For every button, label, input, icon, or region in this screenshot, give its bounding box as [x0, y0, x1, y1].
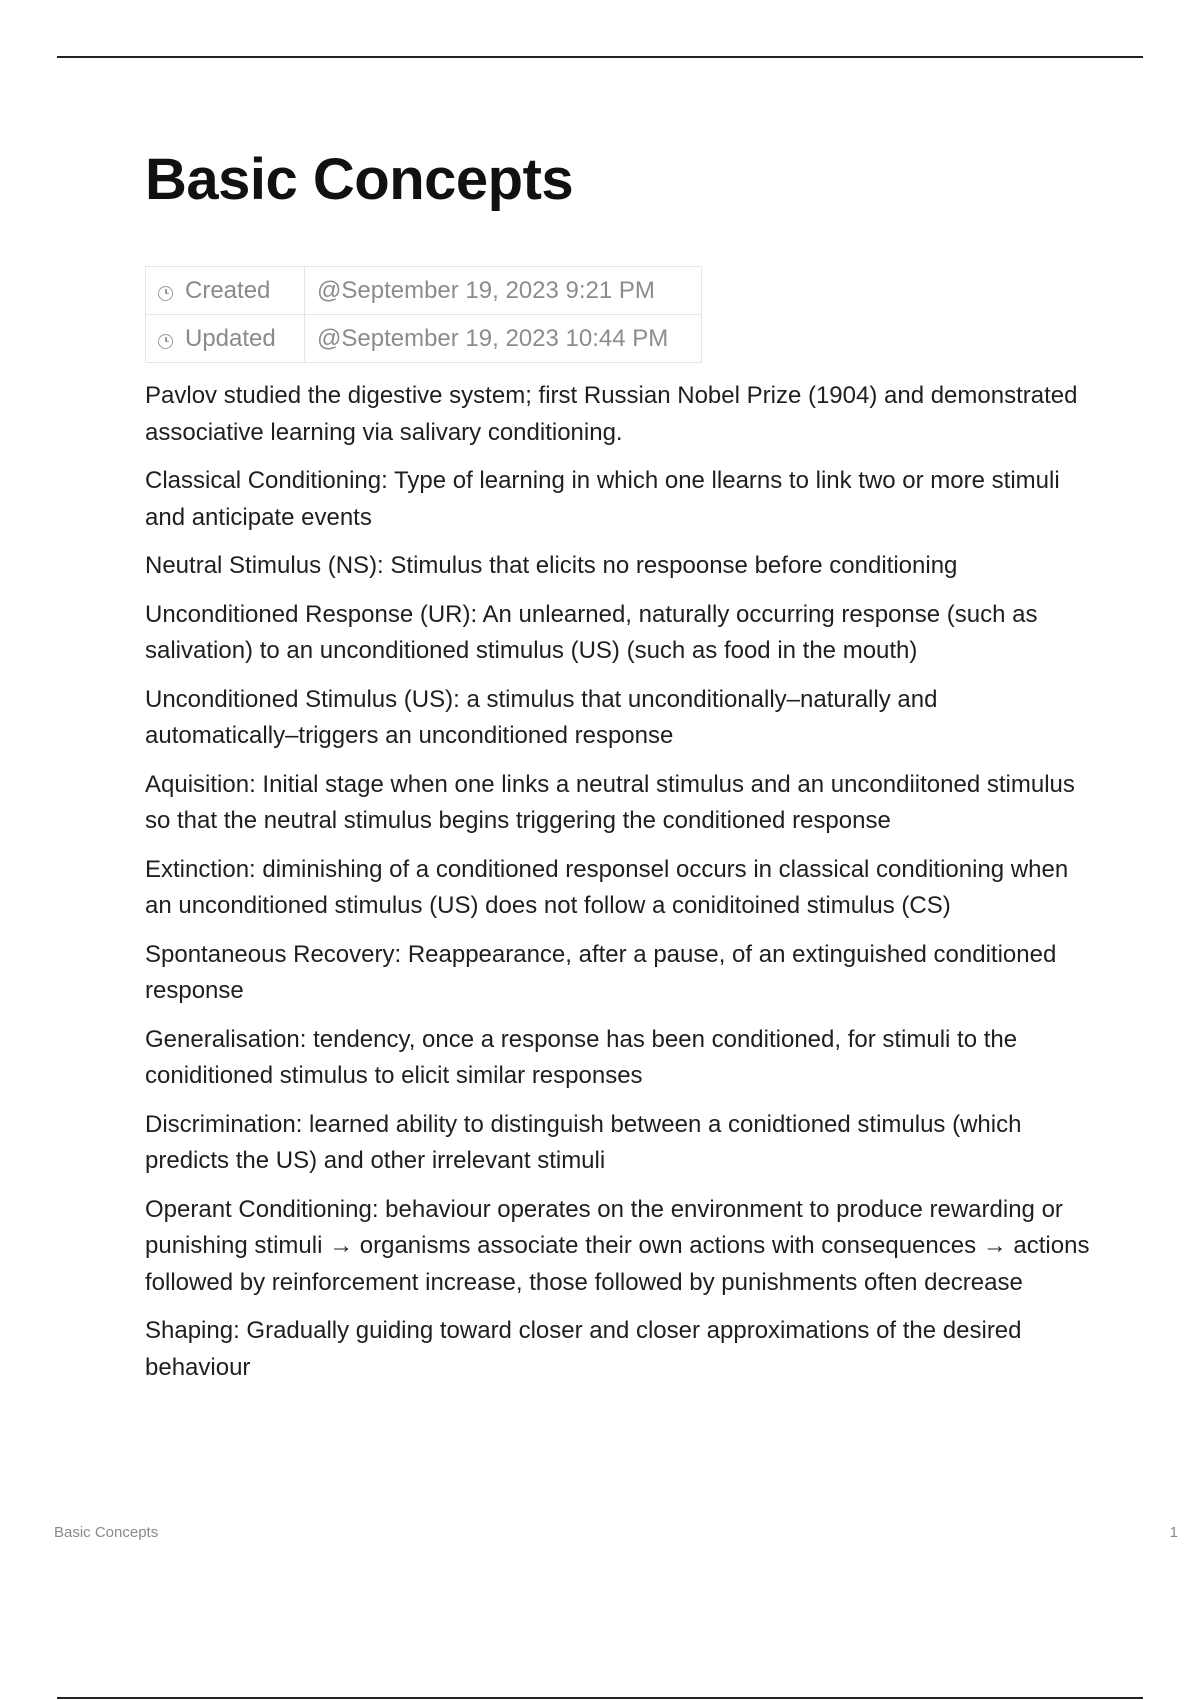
paragraph: Extinction: diminishing of a conditioned responsel occurs in classical conditioning when an unconditioned stimulus (US) does not follow a coniditoined stimulus (CS) [145, 855, 1069, 919]
property-value-created: @September 19, 2023 9:21 PM [305, 267, 702, 315]
property-value-updated: @September 19, 2023 10:44 PM [305, 315, 702, 363]
paragraph: Spontaneous Recovery: Reappearance, after a pause, of an extinguished conditioned response [145, 940, 1057, 1004]
paragraph: Unconditioned Response (UR): An unlearned, naturally occurring response (such as salivation) to an unconditioned stimulus (US) (such as food in the mouth) [145, 600, 1038, 664]
bottom-rule [57, 1697, 1143, 1699]
footer-page-number: 1 [1169, 1524, 1178, 1541]
page-title: Basic Concepts [145, 147, 574, 212]
property-row-created [146, 267, 702, 315]
property-label-updated: Updated [185, 324, 276, 352]
paragraph: Operant Conditioning: behaviour operates on the environment to produce rewarding or punishing stimuli → organisms associate their own actions with consequences → actions followed by reinforcement increase, those followed by punishments often decrease [145, 1195, 1090, 1296]
properties-table [145, 266, 702, 363]
top-rule [57, 56, 1143, 58]
paragraph: Shaping: Gradually guiding toward closer and closer approximations of the desired behaviour [145, 1317, 1022, 1381]
paragraph: Discrimination: learned ability to distinguish between a conidtioned stimulus (which predicts the US) and other irrelevant stimuli [145, 1110, 1022, 1174]
paragraph: Generalisation: tendency, once a response has been conditioned, for stimuli to the coniditioned stimulus to elicit similar responses [145, 1025, 1018, 1089]
property-row-updated [146, 315, 702, 363]
paragraph: Pavlov studied the digestive system; first Russian Nobel Prize (1904) and demonstrated associative learning via salivary conditioning. [145, 382, 1078, 446]
property-key [146, 267, 305, 315]
footer-title: Basic Concepts [54, 1524, 159, 1541]
clock-icon [158, 286, 173, 301]
paragraph: Neutral Stimulus (NS): Stimulus that elicits no respoonse before conditioning [145, 552, 958, 579]
property-key [146, 315, 305, 363]
clock-icon [158, 334, 173, 349]
property-label-created: Created [185, 276, 271, 304]
paragraph: Classical Conditioning: Type of learning in which one llearns to link two or more stimuli and anticipate events [145, 467, 1060, 531]
paragraph: Aquisition: Initial stage when one links a neutral stimulus and an uncondiitoned stimulus so that the neutral stimulus begins triggering the conditioned response [145, 770, 1075, 834]
paragraph: Unconditioned Stimulus (US): a stimulus that unconditionally–naturally and automatically–triggers an unconditioned response [145, 685, 938, 749]
document-body [145, 378, 1090, 1398]
